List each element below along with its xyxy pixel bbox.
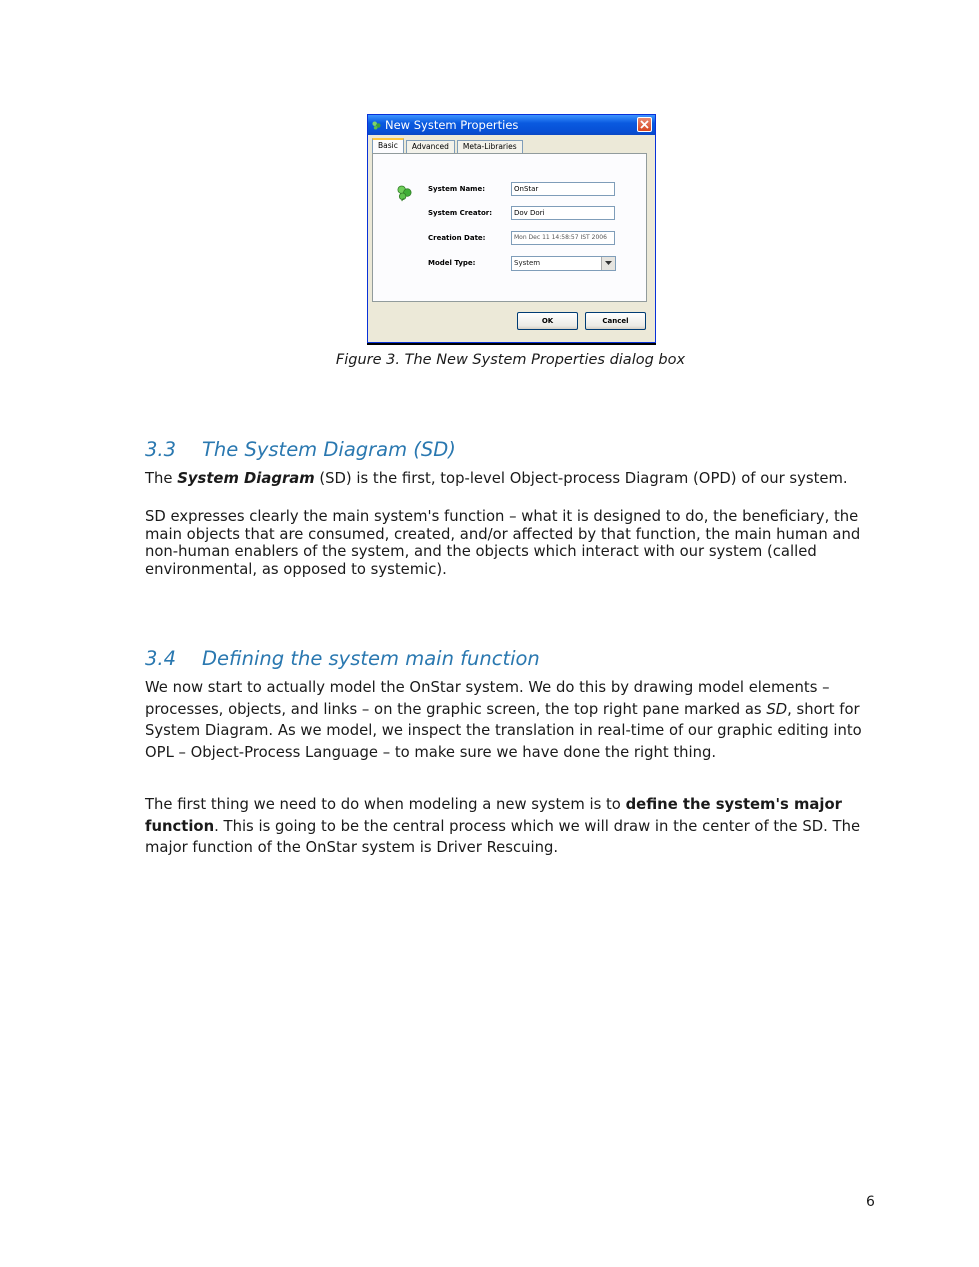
bold-term: System Diagram — [177, 470, 315, 487]
tab-basic[interactable]: Basic — [372, 138, 404, 153]
creation-date-label: Creation Date: — [428, 234, 486, 242]
section-title: The System Diagram (SD) — [202, 438, 456, 461]
chevron-down-icon[interactable] — [601, 257, 615, 270]
paragraph-sd-description: SD expresses clearly the main system's function – what it is designed to do, the beneficiary, the main objects that are consumed, created, and/or affected by that function, the main human and non-human enablers of the system, and the objects which interact with our system (called environmental, as opposed to systemic). — [145, 508, 861, 578]
system-name-input[interactable]: OnStar — [511, 182, 615, 196]
system-name-label: System Name: — [428, 185, 486, 193]
section-title: Defining the system main function — [202, 647, 540, 670]
cancel-button[interactable]: Cancel — [585, 312, 646, 330]
basic-tab-panel — [372, 153, 647, 302]
model-type-value: System — [514, 259, 541, 267]
system-creator-label: System Creator: — [428, 209, 493, 217]
close-icon — [640, 120, 649, 129]
figure-caption: Figure 3. The New System Properties dialog box — [335, 352, 686, 368]
app-icon — [372, 121, 381, 130]
dialog-title: New System Properties — [385, 118, 519, 132]
tab-advanced[interactable]: Advanced — [406, 140, 455, 153]
model-type-label: Model Type: — [428, 259, 476, 267]
creation-date-field: Mon Dec 11 14:58:57 IST 2006 — [511, 231, 615, 245]
model-type-select[interactable] — [511, 256, 616, 271]
opm-system-icon — [396, 185, 413, 202]
section-number: 3.3 — [145, 438, 177, 461]
text-run: We now start to actually model the OnStar system. We do this by drawing model elements – processes, objects, and links – on the graphic screen, the top right pane marked as — [145, 679, 830, 718]
tab-meta-libraries[interactable]: Meta-Libraries — [457, 140, 523, 153]
paragraph-major-function — [145, 794, 885, 859]
text-run: The first thing we need to do when modeling a new system is to — [145, 796, 626, 813]
text-run: . This is going to be the central process which we will draw in the center of the SD. The major function of the OnStar system is Driver Rescuing. — [145, 817, 861, 856]
text-run: The — [145, 470, 178, 487]
text-run: , short for System Diagram. As we model, we inspect the translation in real-time of our graphic editing into OPL – Object-Process Language – to make sure we have done the right thing. — [145, 700, 862, 761]
bold-term: define the system's major function — [145, 796, 842, 835]
section-number: 3.4 — [145, 647, 177, 670]
section-heading-main-function — [145, 647, 540, 670]
paragraph-modeling — [145, 677, 885, 763]
close-button[interactable] — [637, 117, 652, 132]
system-creator-input[interactable]: Dov Dori — [511, 206, 615, 220]
paragraph-sd-definition — [145, 470, 885, 488]
dialog-tabs — [372, 139, 525, 153]
section-heading-system-diagram — [145, 438, 456, 461]
dialog-titlebar — [368, 115, 655, 135]
page-number: 6 — [866, 1194, 875, 1210]
italic-term: SD — [766, 700, 788, 718]
new-system-properties-dialog — [367, 114, 656, 343]
text-run: (SD) is the first, top-level Object-process Diagram (OPD) of our system. — [314, 470, 848, 487]
ok-button[interactable]: OK — [517, 312, 578, 330]
